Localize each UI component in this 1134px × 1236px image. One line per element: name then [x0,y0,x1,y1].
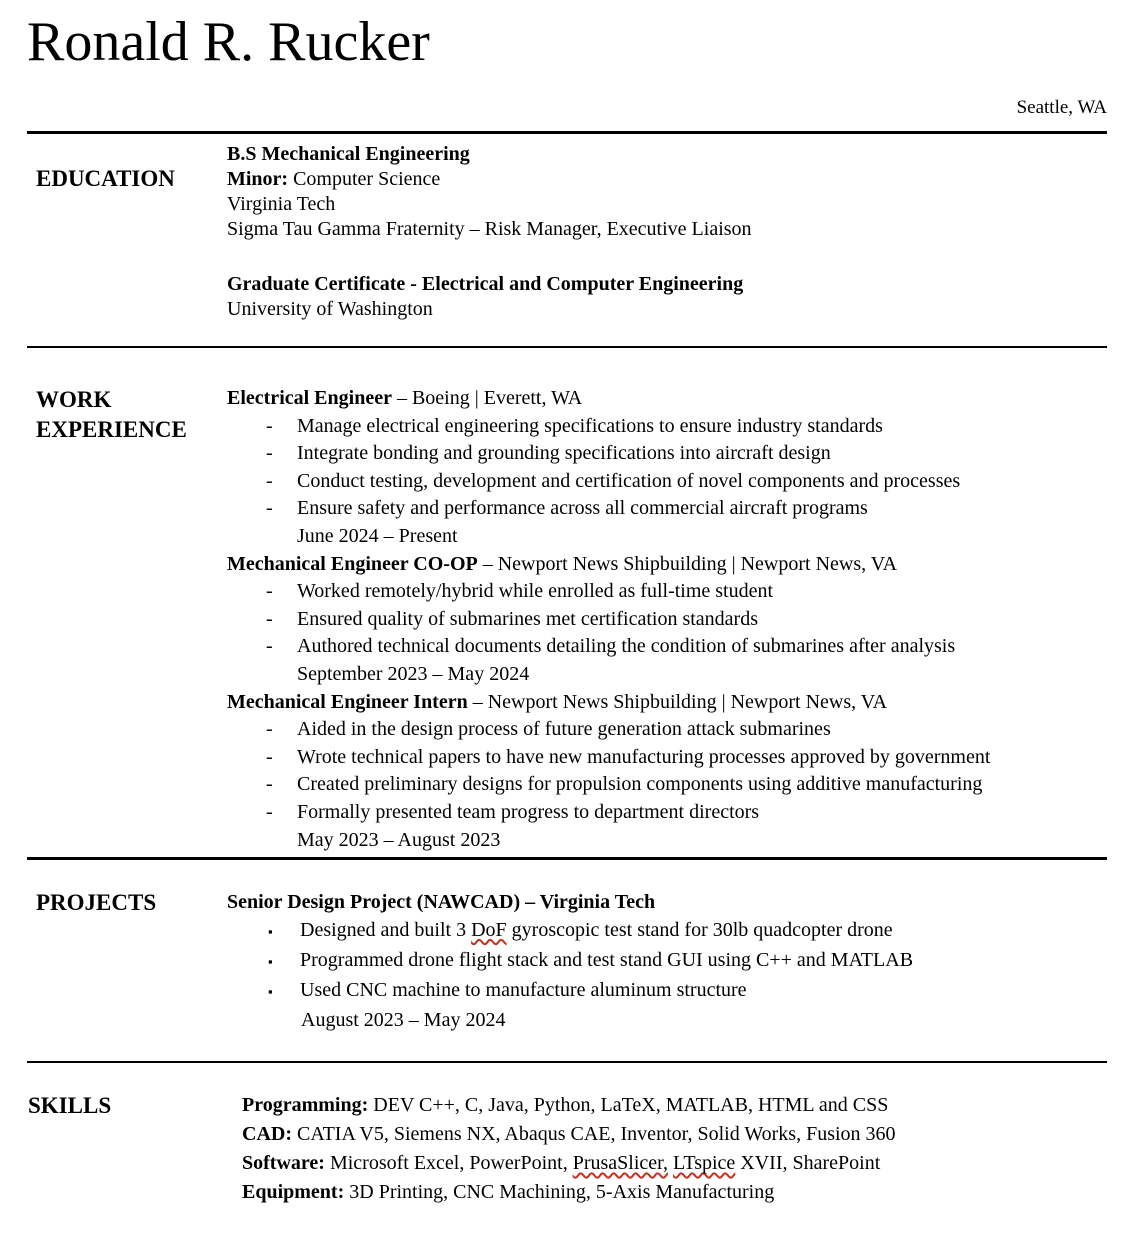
bullet-text [300,916,1107,944]
job-entry [227,385,1107,551]
bullet-item [227,916,1107,946]
misspelled-word: PrusaSlicer, [572,1152,668,1175]
section-work-experience [27,385,1107,854]
job-title: Electrical Engineer [227,387,392,409]
job-company-location: – Boeing | Everett, WA [396,387,583,409]
bullet-text: Programmed drone flight stack and test stand GUI using C++ and MATLAB [300,948,914,971]
dash-bullet-marker: - [266,607,273,630]
projects-content [227,888,1107,1034]
date-range: May 2023 – August 2023 [297,828,501,851]
skill-values-segment: Microsoft Excel, PowerPoint, [329,1152,573,1175]
label-line: EXPERIENCE [36,417,187,442]
misspelled-word: DoF [471,918,507,941]
degree-school: University of Washington [227,297,433,320]
bullet-item [227,468,1107,496]
date-range: September 2023 – May 2024 [297,662,530,685]
skill-row [242,1149,1107,1178]
bullet-text-segment: gyroscopic test stand for 30lb quadcopter drone [506,918,893,941]
project-title: Senior Design Project (NAWCAD) – Virginia Tech [227,890,656,913]
location-text: Seattle, WA [1016,97,1107,118]
job-title: Mechanical Engineer Intern [227,690,468,713]
dash-bullet-marker: - [266,497,273,520]
square-bullet-marker: ▪ [268,923,273,939]
skill-row [242,1120,1107,1149]
bullet-item [227,578,1107,606]
bullet-item [227,744,1107,772]
bullet-text: Formally presented team progress to department directors [297,800,760,823]
bullet-text: Authored technical documents detailing the condition of submarines after analysis [297,635,956,658]
education-entry [227,142,1107,242]
skill-values: 3D Printing, CNC Machining, 5-Axis Manufacturing [349,1181,775,1204]
misspelled-word: LTspice [673,1152,736,1175]
page-title: Ronald R. Rucker [27,11,430,73]
dash-bullet-marker: - [266,773,273,796]
bullet-text: Aided in the design process of future generation attack submarines [297,718,831,741]
minor-value: Computer Science [293,167,441,190]
dash-bullet-marker: - [266,414,273,437]
education-entry [227,272,1107,322]
job-title-line [227,689,1107,717]
skills-content [227,1091,1107,1207]
dash-bullet-marker: - [266,718,273,741]
horizontal-divider [27,1061,1107,1064]
dash-bullet-marker: - [266,469,273,492]
job-entry [227,689,1107,855]
skill-category: Programming: [242,1094,369,1117]
job-title-line [227,551,1107,579]
job-company-location: – Newport News Shipbuilding | Newport News, VA [482,552,898,575]
dash-bullet-marker: - [266,442,273,465]
bullet-item [227,976,1107,1006]
bullet-text: Used CNC machine to manufacture aluminum structure [300,978,747,1001]
bullet-text: Ensured quality of submarines met certification standards [297,607,758,630]
date-range: June 2024 – Present [297,524,458,547]
degree-minor [227,167,1107,192]
job-title-line [227,385,1107,413]
degree-title: Graduate Certificate - Electrical and Computer Engineering [227,272,744,295]
bullet-text: Created preliminary designs for propulsion components using additive manufacturing [297,773,983,796]
bullet-text: Integrate bonding and grounding specifications into aircraft design [297,442,831,465]
skill-category: Equipment: [242,1181,345,1204]
degree-school: Virginia Tech [227,192,336,215]
bullet-item [227,413,1107,441]
bullet-text: Conduct testing, development and certification of novel components and processes [297,469,961,492]
bullet-item [227,716,1107,744]
skill-values-segment: XVII, SharePoint [735,1152,881,1175]
skill-values: DEV C++, C, Java, Python, LaTeX, MATLAB, HTML and CSS [373,1094,889,1117]
skill-category: CAD: [242,1123,292,1146]
bullet-item [227,606,1107,634]
date-range: August 2023 – May 2024 [301,1008,506,1031]
job-company-location: – Newport News Shipbuilding | Newport News, VA [472,690,888,713]
label-line: WORK [36,387,112,412]
square-bullet-marker: ▪ [268,953,273,969]
job-entry [227,551,1107,689]
section-label-education: EDUCATION [36,165,175,191]
education-content [227,142,1107,322]
skill-category: Software: [242,1152,325,1175]
skill-values [330,1152,880,1174]
bullet-item [227,440,1107,468]
horizontal-divider [27,131,1107,134]
bullet-item [227,495,1107,523]
work-experience-content [227,385,1107,854]
job-title: Mechanical Engineer CO-OP [227,552,478,575]
bullet-item [227,799,1107,827]
horizontal-divider [27,857,1107,860]
bullet-text: Ensure safety and performance across all commercial aircraft programs [297,497,868,520]
skill-row [242,1178,1107,1207]
section-skills [27,1091,1107,1207]
section-label-projects: PROJECTS [36,889,157,915]
skill-values: CATIA V5, Siemens NX, Abaqus CAE, Inventor, Solid Works, Fusion 360 [297,1123,896,1146]
bullet-text: Worked remotely/hybrid while enrolled as full-time student [297,580,774,603]
dash-bullet-marker: - [266,800,273,823]
bullet-text: Wrote technical papers to have new manufacturing processes approved by government [297,745,991,768]
degree-activity: Sigma Tau Gamma Fraternity – Risk Manager, Executive Liaison [227,217,752,240]
dash-bullet-marker: - [266,635,273,658]
dash-bullet-marker: - [266,745,273,768]
bullet-text-segment: Designed and built 3 [300,918,472,941]
bullet-item [227,946,1107,976]
section-education [27,142,1107,322]
bullet-text: Manage electrical engineering specifications to ensure industry standards [297,414,883,437]
section-projects [27,888,1107,1034]
horizontal-divider [27,346,1107,349]
dash-bullet-marker: - [266,580,273,603]
degree-title: B.S Mechanical Engineering [227,142,470,165]
section-label-work-experience [27,385,227,445]
bullet-item [227,771,1107,799]
bullet-item [227,633,1107,661]
square-bullet-marker: ▪ [268,983,273,999]
section-label-skills: SKILLS [28,1093,112,1119]
minor-label: Minor: [227,167,289,190]
skill-row [242,1091,1107,1120]
